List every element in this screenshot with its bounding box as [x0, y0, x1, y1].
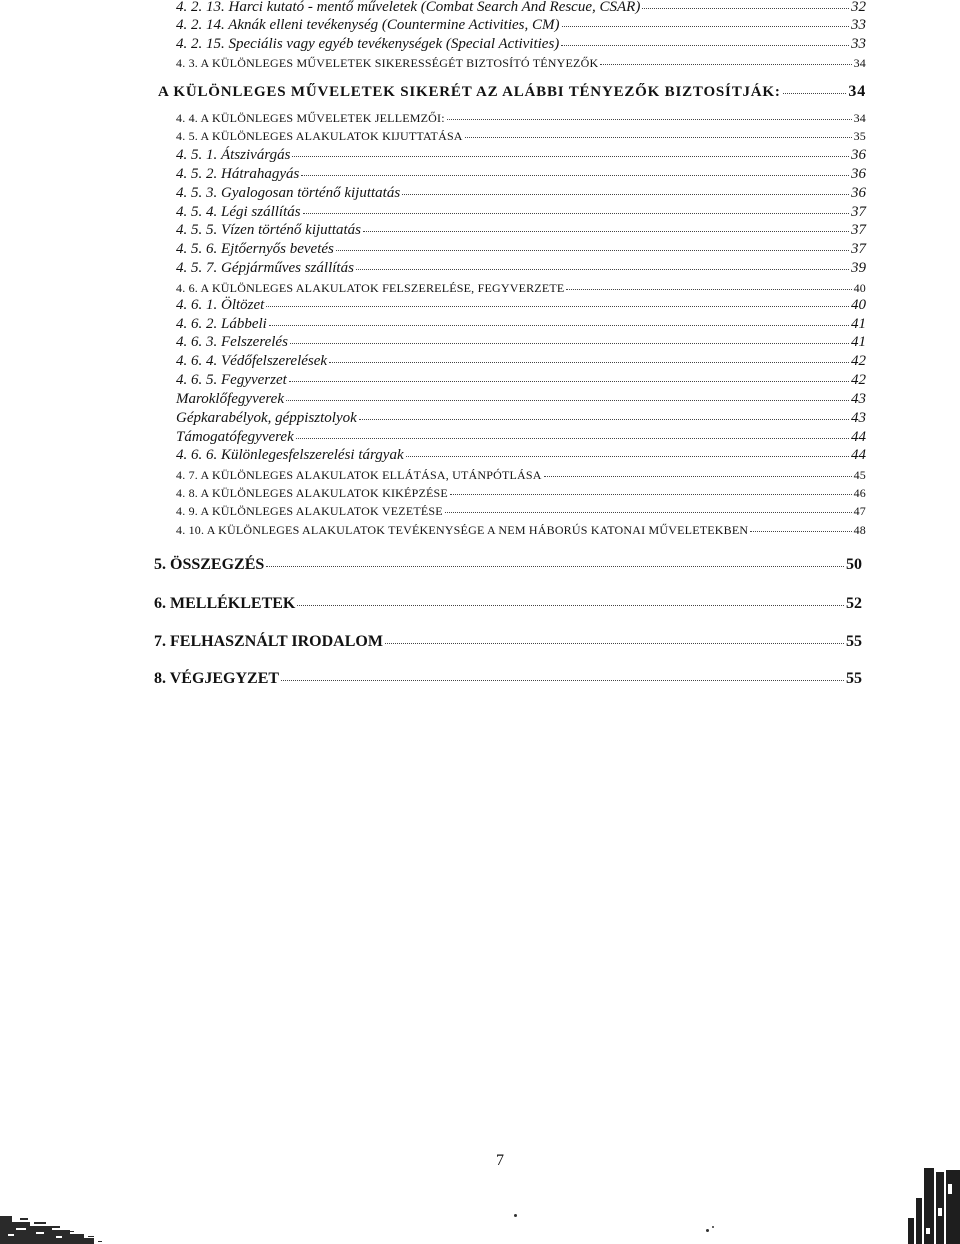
toc-entry-page: 47	[853, 504, 866, 518]
toc-entry-title: 4. 3. A KÜLÖNLEGES MŰVELETEK SIKERESSÉGÉT BIZTOSÍTÓ TÉNYEZŐK	[176, 56, 599, 70]
toc-entry-title: Maroklőfegyverek	[176, 391, 284, 407]
toc-entry-title: 4. 5. 1. Átszivárgás	[176, 147, 291, 163]
toc-entry-page: 40	[851, 297, 866, 313]
toc-entry-title: 4. 5. 2. Hátrahagyás	[176, 166, 300, 182]
toc-entry-page: 42	[851, 372, 866, 388]
toc-leader	[406, 455, 849, 457]
toc-entry-title: 4. 5. 3. Gyalogosan történő kijuttatás	[176, 185, 401, 201]
toc-leader	[296, 437, 849, 439]
toc-leader	[281, 679, 844, 681]
toc-entry-title: 4. 5. 7. Gépjárműves szállítás	[176, 260, 354, 276]
toc-leader	[290, 342, 849, 344]
toc-entry-page: 36	[851, 147, 866, 163]
toc-entry[interactable]	[176, 317, 866, 332]
toc-entry-page: 55	[846, 633, 862, 650]
toc-entry-page: 44	[851, 429, 866, 445]
toc-entry-title: 4. 6. 6. Különlegesfelszerelési tárgyak	[176, 447, 404, 463]
toc-entry-title: 4. 2. 13. Harci kutató - mentő műveletek (Combat Search And Rescue, CSAR)	[176, 0, 641, 15]
toc-entry[interactable]	[176, 18, 866, 33]
toc-entry-page: 37	[851, 222, 866, 238]
toc-entry-title: Gépkarabélyok, géppisztolyok	[176, 410, 357, 426]
toc-leader	[269, 324, 849, 326]
scan-artifact-right	[906, 1168, 960, 1244]
toc-entry-page: 34	[848, 83, 866, 100]
toc-entry-page: 55	[846, 670, 862, 687]
toc-entry-title: 4. 2. 14. Aknák elleni tevékenység (Countermine Activities, CM)	[176, 17, 560, 33]
toc-leader	[783, 92, 847, 94]
toc-leader	[750, 530, 851, 532]
toc-entry[interactable]	[176, 373, 866, 388]
toc-leader	[566, 288, 851, 290]
toc-entry[interactable]	[176, 37, 866, 52]
toc-entry[interactable]	[176, 335, 866, 350]
toc-entry-title: Támogatófegyverek	[176, 429, 294, 445]
toc-entry-page: 32	[851, 0, 866, 15]
toc-entry-title: A KÜLÖNLEGES MŰVELETEK SIKERÉT AZ ALÁBBI TÉNYEZŐK BIZTOSÍTJÁK:	[158, 84, 781, 100]
toc-entry-page: 50	[846, 556, 862, 573]
toc-leader	[562, 25, 850, 27]
toc-entry-title: 8. VÉGJEGYZET	[154, 670, 280, 687]
toc-leader	[561, 44, 849, 46]
toc-leader	[297, 604, 844, 606]
toc-entry[interactable]	[176, 57, 866, 69]
toc-entry[interactable]	[176, 112, 866, 124]
toc-entry-page: 36	[851, 166, 866, 182]
toc-entry[interactable]	[176, 148, 866, 163]
toc-entry-title: 4. 2. 15. Speciális vagy egyéb tevékenységek (Special Activities)	[176, 36, 560, 52]
toc-entry-page: 45	[853, 468, 866, 482]
toc-entry-page: 34	[853, 111, 866, 125]
toc-entry[interactable]	[176, 261, 866, 276]
toc-entry-page: 48	[853, 523, 866, 537]
toc-entry-title: 4. 6. 1. Öltözet	[176, 297, 265, 313]
toc-entry-page: 35	[853, 129, 866, 143]
toc-leader	[447, 118, 852, 120]
toc-entry[interactable]	[176, 505, 866, 517]
toc-entry[interactable]	[176, 524, 866, 536]
toc-leader	[359, 418, 849, 420]
toc-entry-title: 4. 5. 6. Ejtőernyős bevetés	[176, 241, 334, 257]
toc-entry-title: 4. 6. 2. Lábbeli	[176, 316, 267, 332]
toc-leader	[363, 230, 849, 232]
toc-leader	[356, 268, 849, 270]
toc-entry[interactable]	[176, 186, 866, 201]
toc-heading[interactable]	[158, 84, 866, 100]
toc-entry-page: 46	[853, 486, 866, 500]
toc-entry[interactable]	[176, 282, 866, 294]
toc-entry[interactable]	[176, 354, 866, 369]
toc-leader	[445, 511, 852, 513]
toc-leader	[600, 63, 851, 65]
toc-leader	[266, 565, 844, 567]
toc-entry-title: 4. 5. A KÜLÖNLEGES ALAKULATOK KIJUTTATÁSA	[176, 129, 463, 143]
toc-entry[interactable]	[176, 298, 866, 313]
toc-entry-title: 4. 10. A KÜLÖNLEGES ALAKULATOK TEVÉKENYSÉGE A NEM HÁBORÚS KATONAI MŰVELETEKBEN	[176, 523, 749, 537]
toc-leader	[642, 7, 849, 9]
toc-entry[interactable]	[176, 469, 866, 481]
scan-speck	[514, 1214, 517, 1217]
toc-entry-title: 4. 4. A KÜLÖNLEGES MŰVELETEK JELLEMZŐI:	[176, 111, 445, 125]
toc-entry-page: 40	[853, 281, 866, 295]
toc-entry-page: 33	[851, 36, 866, 52]
toc-entry[interactable]	[176, 448, 866, 463]
toc-leader	[286, 399, 849, 401]
toc-entry-page: 43	[851, 410, 866, 426]
toc-entry-page: 52	[846, 595, 862, 612]
toc-entry[interactable]	[176, 167, 866, 182]
toc-leader	[329, 361, 849, 363]
toc-leader	[292, 155, 849, 157]
scan-artifact-left	[0, 1186, 110, 1244]
toc-entry-title: 4. 7. A KÜLÖNLEGES ALAKULATOK ELLÁTÁSA, UTÁNPÓTLÁSA	[176, 468, 542, 482]
toc-chapter[interactable]	[154, 634, 862, 650]
toc-leader	[266, 305, 849, 307]
toc-chapter[interactable]	[154, 671, 862, 687]
toc-entry-page: 34	[853, 56, 866, 70]
toc-entry-page: 36	[851, 185, 866, 201]
toc-leader	[289, 380, 849, 382]
toc-entry[interactable]	[176, 392, 866, 407]
toc-entry-page: 41	[851, 316, 866, 332]
page-number: 7	[496, 1152, 504, 1169]
toc-entry[interactable]	[176, 130, 866, 142]
toc-entry-title: 4. 6. 3. Felszerelés	[176, 334, 288, 350]
toc-entry-title: 4. 6. A KÜLÖNLEGES ALAKULATOK FELSZERELÉSE, FEGYVERZETE	[176, 281, 565, 295]
toc-entry-title: 6. MELLÉKLETEK	[154, 595, 296, 612]
toc-entry-page: 39	[851, 260, 866, 276]
toc-leader	[465, 136, 852, 138]
scan-speck	[712, 1226, 714, 1228]
toc-chapter[interactable]	[154, 596, 862, 612]
toc-entry-title: 4. 6. 4. Védőfelszerelések	[176, 353, 328, 369]
toc-entry[interactable]	[176, 223, 866, 238]
toc-entry-page: 44	[851, 447, 866, 463]
toc-entry[interactable]	[176, 0, 866, 15]
toc-entry-page: 41	[851, 334, 866, 350]
toc-entry-title: 5. ÖSSZEGZÉS	[154, 556, 265, 573]
toc-entry[interactable]	[176, 487, 866, 499]
toc-leader	[336, 249, 849, 251]
toc-entry-title: 4. 5. 5. Vízen történő kijuttatás	[176, 222, 361, 238]
toc-leader	[450, 493, 852, 495]
toc-leader	[303, 212, 849, 214]
toc-entry[interactable]	[176, 242, 866, 257]
toc-entry[interactable]	[176, 411, 866, 426]
toc-entry-page: 37	[851, 241, 866, 257]
toc-entry[interactable]	[176, 430, 866, 445]
scan-speck	[706, 1229, 709, 1232]
toc-entry-page: 42	[851, 353, 866, 369]
toc-entry-title: 4. 9. A KÜLÖNLEGES ALAKULATOK VEZETÉSE	[176, 504, 443, 518]
toc-leader	[301, 174, 849, 176]
toc-entry-page: 33	[851, 17, 866, 33]
toc-entry-title: 4. 6. 5. Fegyverzet	[176, 372, 287, 388]
toc-leader	[385, 642, 844, 644]
toc-entry-page: 43	[851, 391, 866, 407]
toc-leader	[544, 475, 852, 477]
toc-chapter[interactable]	[154, 557, 862, 573]
toc-entry-title: 4. 8. A KÜLÖNLEGES ALAKULATOK KIKÉPZÉSE	[176, 486, 448, 500]
toc-entry-page: 37	[851, 204, 866, 220]
toc-entry-title: 7. FELHASZNÁLT IRODALOM	[154, 633, 383, 650]
toc-leader	[402, 193, 849, 195]
toc-entry[interactable]	[176, 205, 866, 220]
toc-entry-title: 4. 5. 4. Légi szállítás	[176, 204, 301, 220]
